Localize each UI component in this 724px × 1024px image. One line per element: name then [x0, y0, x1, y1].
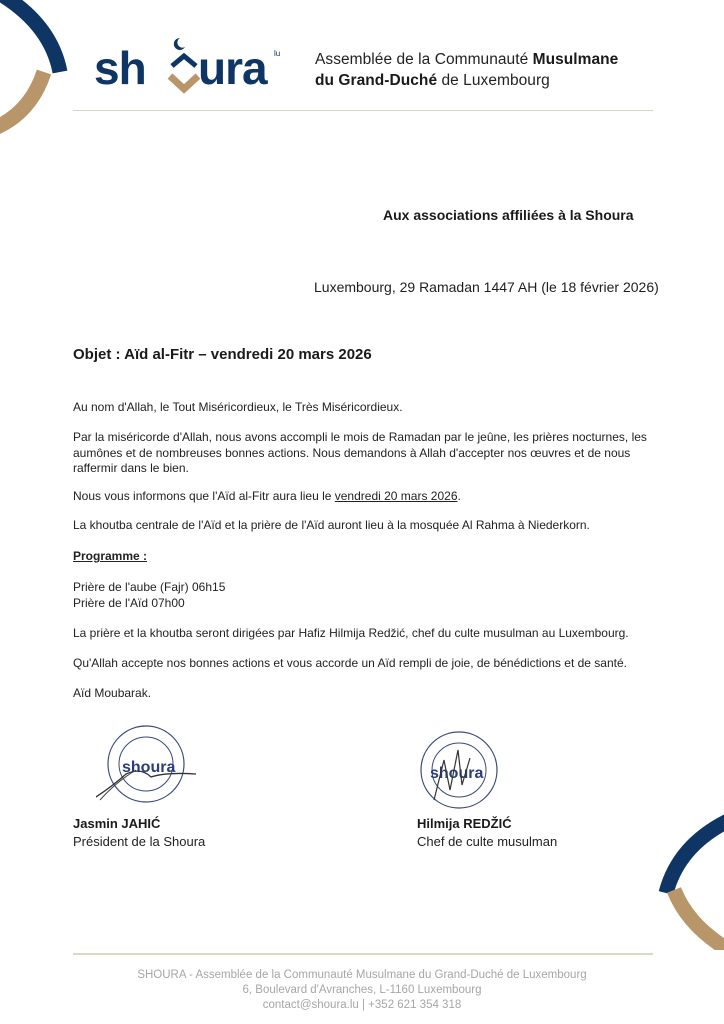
- svg-text:shoura: shoura: [430, 765, 484, 782]
- svg-text:ura: ura: [198, 42, 267, 94]
- title-line2-regular: de Luxembourg: [437, 72, 550, 89]
- signatory-role: Président de la Shoura: [73, 834, 206, 849]
- signatory-name: Hilmija REDŽIĆ: [417, 816, 512, 831]
- svg-text:shoura: shoura: [122, 759, 176, 776]
- recipient: Aux associations affiliées à la Shoura: [383, 207, 634, 223]
- official-seal-with-signature: [414, 730, 514, 818]
- shoura-logo: [94, 32, 290, 96]
- letter-date: Luxembourg, 29 Ramadan 1447 AH (le 18 février 2026): [314, 279, 659, 295]
- announcement-suffix: .: [457, 489, 461, 503]
- svg-text:lu: lu: [274, 49, 281, 58]
- title-line2-bold: du Grand-Duché: [315, 72, 438, 89]
- footer-organization: SHOURA - Assemblée de la Communauté Musulmane du Grand-Duché de Luxembourg: [137, 969, 587, 981]
- paragraph-announcement: [73, 489, 673, 505]
- paragraph-leaders: La prière et la khoutba seront dirigées par Hafiz Hilmija Redžić, chef du culte musulman au Luxembourg.: [73, 626, 629, 640]
- title-line1-regular: Assemblée de la Communauté: [315, 51, 533, 68]
- letter-subject: Objet : Aïd al-Fitr – vendredi 20 mars 2026: [73, 346, 372, 363]
- announcement-date: vendredi 20 mars 2026: [334, 489, 458, 503]
- crescent-icon: [174, 38, 185, 50]
- paragraph-closing: Aïd Moubarak.: [73, 686, 152, 700]
- programme-item: Prière de l'Aïd 07h00: [73, 595, 185, 610]
- paragraph-opening: Au nom d'Allah, le Tout Miséricordieux, le Très Miséricordieux.: [73, 400, 403, 414]
- programme-list: [73, 580, 673, 611]
- official-seal-with-signature: [96, 722, 196, 810]
- footer-divider: [73, 953, 653, 955]
- footer-contact: contact@shoura.lu | +352 621 354 318: [262, 999, 462, 1011]
- paragraph-ramadan: Par la miséricorde d'Allah, nous avons accompli le mois de Ramadan par le jeûne, les prières nocturnes, les aumônes et de nombreuses bonnes actions. Nous demandons à Allah d'accepter nos œuvres et de nous raffermir dans le bien.: [73, 430, 647, 475]
- footer: [62, 968, 662, 1013]
- programme-heading: Programme :: [73, 549, 148, 563]
- svg-text:sh: sh: [94, 42, 146, 94]
- announcement-prefix: Nous vous informons que l'Aïd al-Fitr aura lieu le: [73, 489, 335, 503]
- corner-arc-decoration-top-left: [0, 0, 70, 140]
- organization-title: [315, 49, 618, 91]
- paragraph-location: La khoutba centrale de l'Aïd et la prière de l'Aïd auront lieu à la mosquée Al Rahma à Niederkorn.: [73, 518, 590, 532]
- footer-address: 6, Boulevard d'Avranches, L-1160 Luxembourg: [242, 984, 482, 996]
- corner-arc-decoration-bottom-right: [654, 808, 724, 950]
- signatory-name: Jasmin JAHIĆ: [73, 816, 161, 831]
- signatory-role: Chef de culte musulman: [417, 834, 558, 849]
- programme-item: Prière de l'aube (Fajr) 06h15: [73, 580, 226, 594]
- header-divider: [73, 110, 653, 111]
- paragraph-blessing: Qu'Allah accepte nos bonnes actions et vous accorde un Aïd rempli de joie, de bénédictions et de santé.: [73, 656, 627, 670]
- title-line1-bold: Musulmane: [532, 51, 619, 68]
